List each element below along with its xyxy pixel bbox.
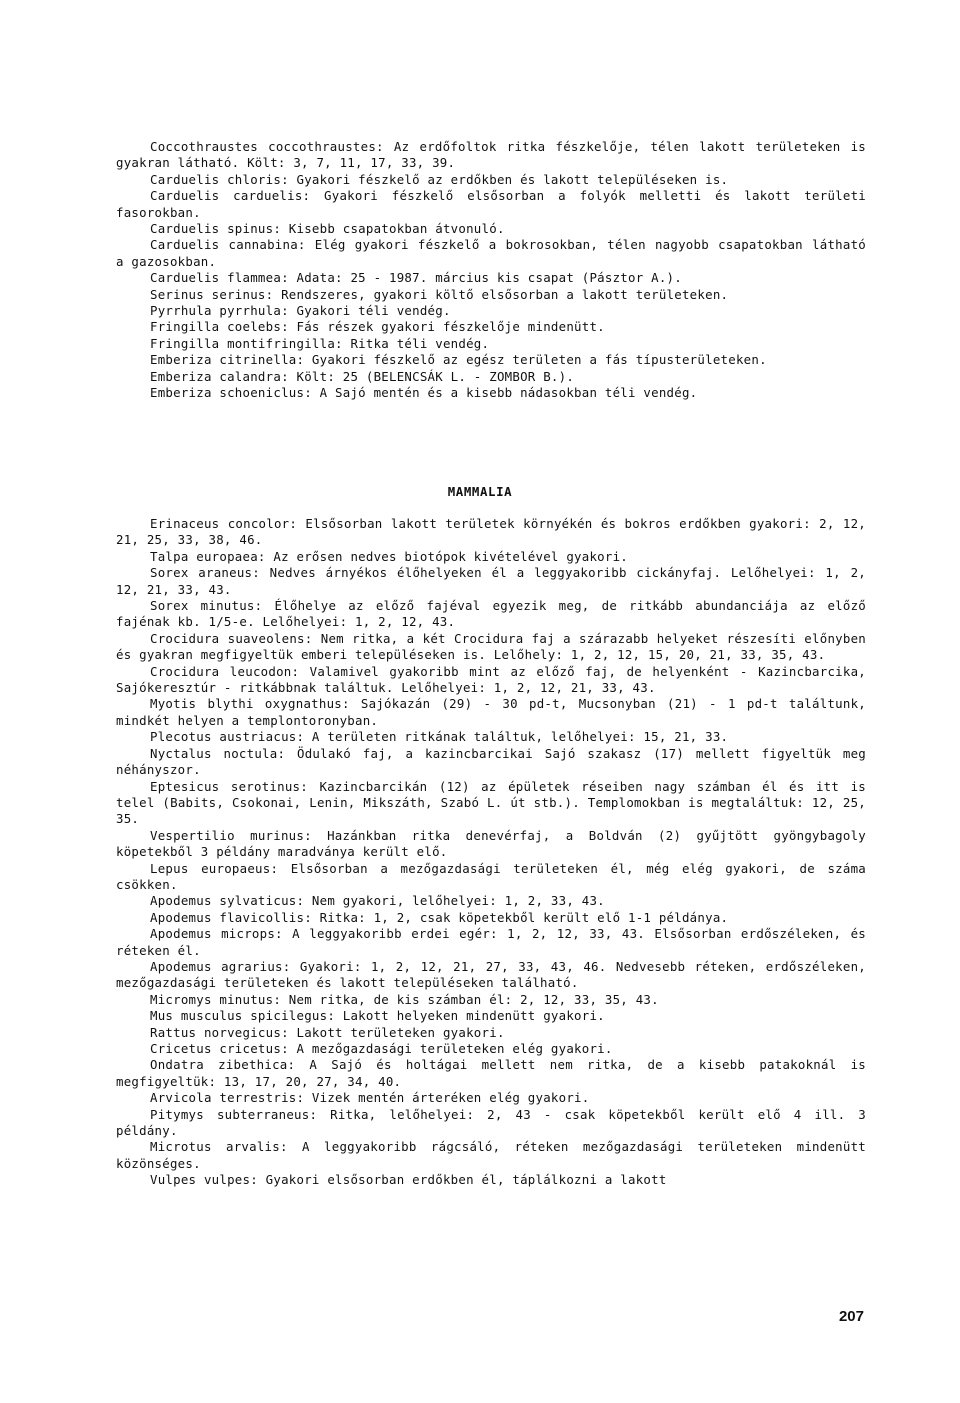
species-entry: Carduelis spinus: Kisebb csapatokban átvonuló. <box>150 221 505 237</box>
species-entry: Micromys minutus: Nem ritka, de kis számban él: 2, 12, 33, 35, 43. <box>150 991 659 1007</box>
species-entry: Fringilla montifringilla: Ritka téli vendég. <box>150 335 490 351</box>
species-entry: Carduelis cannabina: Elég gyakori fészkelő a bokrosokban, télen nagyobb csapatokban látható a gazosokban. <box>116 237 866 269</box>
species-entry: Emberiza citrinella: Gyakori fészkelő az egész területen a fás típusterületeken. <box>150 352 767 368</box>
species-entry: Fringilla coelebs: Fás részek gyakori fészkelője mindenütt. <box>150 319 605 335</box>
species-entry: Rattus norvegicus: Lakott területeken gyakori. <box>150 1024 505 1040</box>
bird-species-section <box>116 139 866 402</box>
species-entry: Microtus arvalis: A leggyakoribb rágcsáló, réteken mezőgazdasági területeken mindenütt közönséges. <box>116 1139 866 1171</box>
species-entry: Apodemus agrarius: Gyakori: 1, 2, 12, 21, 27, 33, 43, 46. Nedvesebb réteken, erdőszéleken, mezőgazdasági területeken és lakott településeken található. <box>116 958 866 991</box>
species-entry: Myotis blythi oxygnathus: Sajókazán (29) - 30 pd-t, Mucsonyban (21) - 1 pd-t találtunk, mindkét helyen a templontoronyban. <box>116 696 866 728</box>
mammal-species-section <box>116 516 866 1189</box>
species-entry: Ondatra zibethica: A Sajó és holtágai mellett nem ritka, de a kisebb patakoknál is megfigyeltük: 13, 17, 20, 27, 34, 40. <box>116 1057 866 1089</box>
species-entry: Eptesicus serotinus: Kazincbarcikán (12) az épületek réseiben nagy számban él és itt is telel (Babits, Csokonai, Lenin, Mikszáth, Szabó L. út stb.). Templomokban is megtaláltuk: 12, 25, 35. <box>116 778 866 827</box>
species-entry: Coccothraustes coccothraustes: Az erdőfoltok ritka fészkelője, télen lakott területeken is gyakran látható. Költ: 3, 7, 11, 17, 33, 39. <box>116 139 866 171</box>
species-entry: Vulpes vulpes: Gyakori elsősorban erdőkben él, táplálkozni a lakott <box>150 1172 667 1188</box>
species-entry: Nyctalus noctula: Ödulakó faj, a kazincbarcikai Sajó szakasz (17) mellett figyeltük meg néhányszor. <box>116 745 866 778</box>
species-entry: Crocidura suaveolens: Nem ritka, a két Crocidura faj a szárazabb helyeket részesíti előnyben és gyakran megfigyeltük emberi településeken is. Lelőhely: 1, 2, 12, 15, 20, 21, 33, 35, 43. <box>116 630 866 663</box>
species-entry: Carduelis chloris: Gyakori fészkelő az erdőkben és lakott településeken is. <box>150 171 729 187</box>
species-entry: Emberiza calandra: Költ: 25 (BELENCSÁK L. - ZOMBOR B.). <box>150 368 575 384</box>
species-entry: Plecotus austriacus: A területen ritkának találtuk, lelőhelyei: 15, 21, 33. <box>150 729 729 745</box>
species-entry: Pitymys subterraneus: Ritka, lelőhelyei: 2, 43 - csak köpetekből került elő 4 ill. 3 példány. <box>116 1106 866 1139</box>
species-entry: Serinus serinus: Rendszeres, gyakori költő elsősorban a lakott területeken. <box>150 286 729 302</box>
species-entry: Vespertilio murinus: Hazánkban ritka denevérfaj, a Boldván (2) gyűjtött gyöngybagoly köpetekből 3 példány maradványa került elő. <box>116 827 866 860</box>
species-entry: Sorex minutus: Élőhelye az előző fajéval egyezik meg, de ritkább abundanciája az előző fajénak kb. 1/5-e. Lelőhelyei: 1, 2, 12, 43. <box>116 598 866 630</box>
species-entry: Carduelis flammea: Adata: 25 - 1987. március kis csapat (Pásztor A.). <box>150 270 682 286</box>
species-entry: Apodemus sylvaticus: Nem gyakori, lelőhelyei: 1, 2, 33, 43. <box>150 893 605 909</box>
species-entry: Crocidura leucodon: Valamivel gyakoribb mint az előző faj, de helyenként - Kazincbarcika, Sajókeresztúr - ritkábbnak találtuk. Lelőhelyei: 1, 2, 12, 21, 33, 43. <box>116 663 866 696</box>
species-entry: Apodemus microps: A leggyakoribb erdei egér: 1, 2, 12, 33, 43. Elsősorban erdőszéleken, és réteken él. <box>116 926 866 958</box>
section-title: MAMMALIA <box>447 484 513 499</box>
species-entry: Cricetus cricetus: A mezőgazdasági területeken elég gyakori. <box>150 1041 613 1056</box>
species-entry: Arvicola terrestris: Vizek mentén árteréken elég gyakori. <box>150 1090 590 1106</box>
species-entry: Mus musculus spicilegus: Lakott helyeken mindenütt gyakori. <box>150 1008 605 1024</box>
page-number: 207 <box>838 1308 864 1325</box>
species-entry: Apodemus flavicollis: Ritka: 1, 2, csak köpetekből került elő 1-1 példánya. <box>150 909 729 925</box>
species-entry: Talpa europaea: Az erősen nedves biotópok kivételével gyakori. <box>150 548 629 564</box>
species-entry: Sorex araneus: Nedves árnyékos élőhelyeken él a leggyakoribb cickányfaj. Lelőhelyei: 1, 2, 12, 21, 33, 43. <box>116 565 866 597</box>
species-entry: Erinaceus concolor: Elsősorban lakott területek környékén és bokros erdőkben gyakori: 2, 12, 21, 25, 33, 38, 46. <box>116 516 866 548</box>
species-entry: Emberiza schoeniclus: A Sajó mentén és a kisebb nádasokban téli vendég. <box>150 385 698 401</box>
species-entry: Carduelis carduelis: Gyakori fészkelő elsősorban a folyók melletti és lakott területi fasorokban. <box>116 188 866 220</box>
species-entry: Lepus europaeus: Elsősorban a mezőgazdasági területeken él, még elég gyakori, de száma csökken. <box>116 860 866 892</box>
species-entry: Pyrrhula pyrrhula: Gyakori téli vendég. <box>150 303 451 319</box>
